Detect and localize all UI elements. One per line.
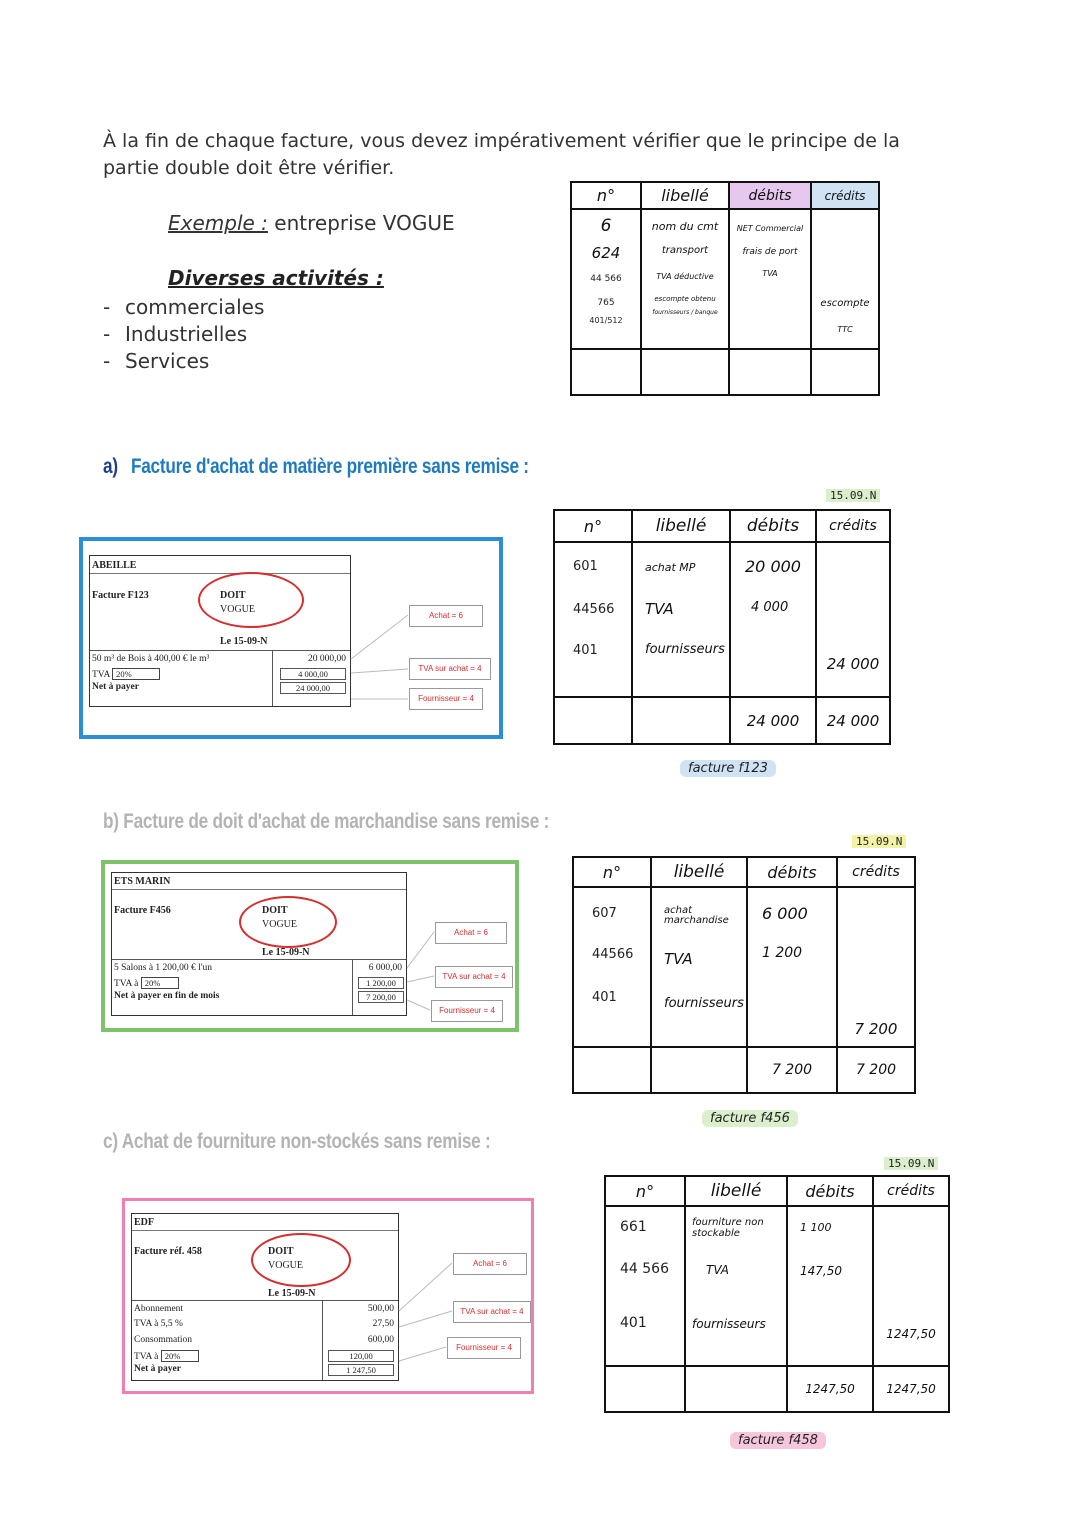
row-num: 661 — [620, 1219, 647, 1235]
list-item: - Services — [103, 348, 264, 375]
model-num: 6 — [600, 216, 612, 236]
tva-rate: 20% — [161, 1350, 199, 1362]
row-libelle: fournisseurs — [692, 1317, 766, 1331]
row-debit: 147,50 — [800, 1264, 842, 1278]
header-num: n° — [554, 510, 632, 542]
row-num: 401 — [620, 1315, 647, 1331]
row-libelle: achat marchandise — [664, 905, 729, 926]
row-num: 607 — [592, 906, 617, 921]
total-debit: 7 200 — [747, 1047, 837, 1093]
row-credit: 7 200 — [854, 1020, 898, 1038]
journal-date: 15.09.N — [826, 489, 880, 502]
tag-achat: Achat = 6 — [453, 1253, 527, 1275]
row-debit: 1 200 — [762, 945, 803, 961]
model-table — [570, 181, 880, 396]
model-libelle: escompte obtenu — [654, 295, 716, 303]
invoice-ref: Facture F123 — [92, 590, 149, 601]
model-debit: frais de port — [742, 247, 798, 257]
tag-achat: Achat = 6 — [435, 922, 507, 944]
row-debit: 1 100 — [800, 1221, 832, 1234]
invoice-amount: 6 000,00 — [368, 963, 402, 973]
invoice-line: TVA à — [134, 1352, 159, 1362]
list-item: - commerciales — [103, 294, 264, 321]
invoice-b-frame — [101, 860, 519, 1032]
example-line — [168, 211, 455, 235]
header-debits: débits — [747, 857, 837, 887]
invoice-ref: Facture F456 — [114, 905, 171, 916]
invoice-amount: 120,00 — [328, 1350, 394, 1362]
model-libelle: transport — [661, 245, 709, 256]
model-num: 401/512 — [589, 316, 623, 325]
invoice-doit: DOIT — [262, 905, 288, 916]
section-a-title: a) Facture d'achat de matière première sans remise : — [103, 455, 529, 478]
model-num: 44 566 — [590, 274, 622, 284]
journal-b — [572, 856, 916, 1094]
invoice-supplier: ETS MARIN — [114, 876, 171, 887]
model-libelle: TVA déductive — [656, 272, 714, 281]
journal-caption: facture f456 — [702, 1110, 798, 1127]
model-libelle: fournisseurs / banque — [652, 309, 718, 316]
invoice-supplier: EDF — [134, 1217, 154, 1228]
header-libelle: libellé — [685, 1176, 787, 1206]
header-libelle: libellé — [651, 857, 747, 887]
invoice-c-frame — [122, 1198, 534, 1394]
total-credit: 24 000 — [816, 697, 890, 744]
tva-rate: 20% — [112, 668, 160, 680]
model-num: 624 — [591, 244, 621, 262]
example-label: Exemple : — [168, 211, 268, 235]
invoice-amount: 20 000,00 — [308, 654, 346, 664]
invoice-doit: DOIT — [220, 590, 246, 601]
tag-tva: TVA sur achat = 4 — [409, 658, 491, 680]
header-debits: débits — [730, 510, 816, 542]
arrows — [83, 541, 499, 735]
row-num: 44566 — [592, 947, 634, 962]
invoice-amount: 1 200,00 — [358, 977, 404, 989]
journal-date: 15.09.N — [884, 1157, 938, 1170]
tag-fournisseur: Fournisseur = 4 — [431, 1000, 503, 1022]
invoice-client: VOGUE — [262, 919, 297, 930]
activities-title: Diverses activités : — [168, 266, 384, 290]
section-b-title: b) Facture de doit d'achat de marchandise sans remise : — [103, 810, 550, 833]
invoice-supplier: ABEILLE — [92, 560, 137, 571]
total-debit: 24 000 — [730, 697, 816, 744]
row-credit: 24 000 — [826, 655, 880, 673]
invoice-line: Net à payer — [134, 1364, 181, 1374]
invoice-a-frame — [79, 537, 503, 739]
invoice-line: Consommation — [134, 1335, 193, 1345]
row-libelle: fourniture non stockable — [692, 1217, 764, 1239]
total-debit: 1247,50 — [787, 1366, 873, 1412]
model-debit: TVA — [762, 269, 778, 278]
arrows — [105, 864, 515, 1028]
model-header-libelle: libellé — [641, 182, 729, 209]
row-libelle: fournisseurs — [645, 642, 725, 657]
total-credit: 1247,50 — [873, 1366, 949, 1412]
model-num: 765 — [597, 298, 615, 308]
invoice-amount: 4 000,00 — [280, 668, 346, 680]
invoice-amount: 27,50 — [372, 1319, 394, 1329]
invoice-line: 5 Salons à 1 200,00 € l'un — [114, 963, 213, 973]
invoice-amount: 7 200,00 — [358, 991, 404, 1003]
model-header-credits: crédits — [811, 182, 879, 209]
row-num: 44566 — [573, 602, 615, 617]
invoice-amount: 24 000,00 — [280, 682, 346, 694]
model-debit: NET Commercial — [736, 224, 804, 233]
intro-paragraph: À la fin de chaque facture, vous devez impérativement vérifier que le principe de la partie double doit être vérifier. — [103, 130, 900, 179]
invoice-line: 50 m³ de Bois à 400,00 € le m³ — [92, 654, 210, 664]
activities-list — [103, 294, 264, 375]
row-num: 401 — [592, 990, 617, 1005]
row-num: 601 — [573, 559, 598, 574]
journal-a — [553, 509, 891, 745]
invoice-date: Le 15-09-N — [268, 1288, 316, 1299]
row-credit: 1247,50 — [886, 1327, 936, 1341]
section-c-title: c) Achat de fourniture non-stockés sans remise : — [103, 1130, 491, 1153]
journal-c — [604, 1175, 950, 1413]
invoice-line: Abonnement — [134, 1304, 184, 1314]
journal-date: 15.09.N — [852, 835, 906, 848]
row-num: 44 566 — [620, 1261, 669, 1277]
row-debit: 20 000 — [745, 557, 801, 576]
invoice-ref: Facture réf. 458 — [134, 1246, 202, 1257]
row-libelle: fournisseurs — [664, 996, 744, 1011]
header-num: n° — [605, 1176, 685, 1206]
tag-tva: TVA sur achat = 4 — [435, 966, 513, 988]
journal-caption: facture f458 — [730, 1432, 826, 1449]
header-credits: crédits — [837, 857, 915, 887]
row-debit: 6 000 — [762, 904, 808, 923]
invoice-client: VOGUE — [268, 1260, 303, 1271]
header-debits: débits — [787, 1176, 873, 1206]
invoice-amount: 1 247,50 — [328, 1364, 394, 1376]
row-debit: 4 000 — [751, 600, 789, 615]
row-libelle: TVA — [645, 600, 674, 618]
model-header-num: n° — [571, 182, 641, 209]
model-header-debits: débits — [729, 182, 811, 209]
header-credits: crédits — [816, 510, 890, 542]
invoice-line: TVA — [92, 670, 110, 680]
invoice-line: TVA à 5,5 % — [134, 1319, 183, 1329]
header-libelle: libellé — [632, 510, 730, 542]
model-libelle: nom du cmt — [651, 220, 719, 233]
invoice-date: Le 15-09-N — [220, 636, 268, 647]
tag-fournisseur: Fournisseur = 4 — [409, 688, 483, 710]
model-credit: escompte — [820, 298, 870, 309]
total-credit: 7 200 — [837, 1047, 915, 1093]
tag-fournisseur: Fournisseur = 4 — [447, 1337, 521, 1359]
row-num: 401 — [573, 643, 598, 658]
row-libelle: TVA — [664, 950, 693, 968]
row-libelle: achat MP — [645, 561, 696, 574]
header-num: n° — [573, 857, 651, 887]
list-item: - Industrielles — [103, 321, 264, 348]
invoice-line: Net à payer — [92, 682, 139, 692]
arrows — [125, 1201, 531, 1391]
invoice-client: VOGUE — [220, 604, 255, 615]
invoice-amount: 500,00 — [367, 1304, 394, 1314]
model-credit: TTC — [837, 325, 853, 334]
row-libelle: TVA — [706, 1263, 729, 1277]
tag-tva: TVA sur achat = 4 — [453, 1301, 531, 1323]
invoice-doit: DOIT — [268, 1246, 294, 1257]
header-credits: crédits — [873, 1176, 949, 1206]
invoice-date: Le 15-09-N — [262, 947, 310, 958]
example-value: entreprise VOGUE — [267, 211, 455, 235]
tva-rate: 20% — [141, 977, 179, 989]
tag-achat: Achat = 6 — [409, 605, 483, 627]
journal-caption: facture f123 — [680, 760, 776, 777]
invoice-amount: 600,00 — [367, 1335, 394, 1345]
invoice-line: Net à payer en fin de mois — [114, 991, 220, 1001]
invoice-line: TVA à — [114, 979, 139, 989]
